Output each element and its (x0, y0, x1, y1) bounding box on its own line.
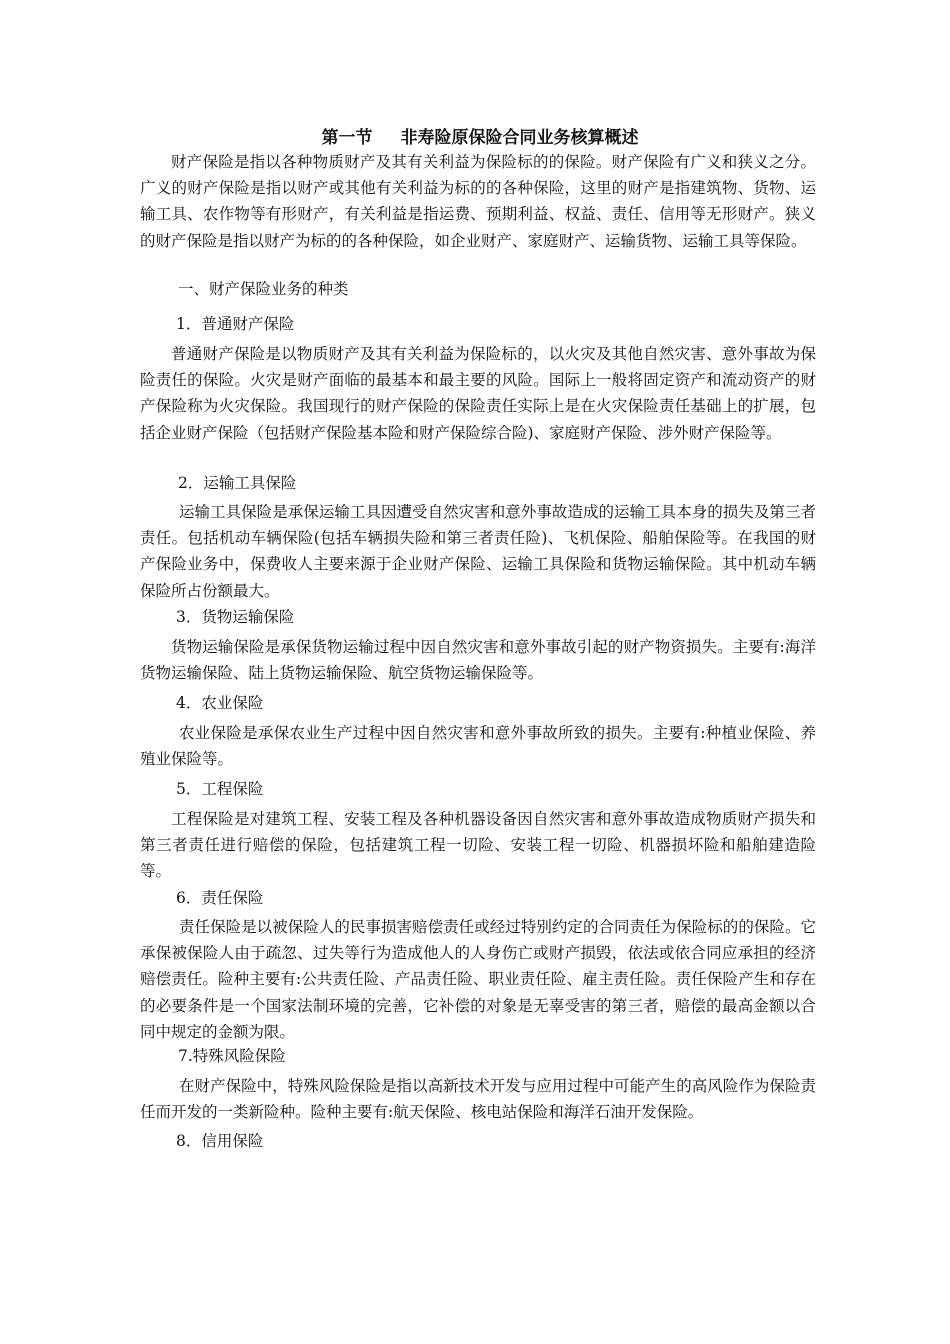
section-title-text: 非寿险原保险合同业务核算概述 (400, 128, 639, 148)
item-heading-7: 7.特殊风险保险 (178, 1047, 286, 1065)
section-title (140, 126, 820, 150)
intro-paragraph: 财产保险是指以各种物质财产及其有关利益为保险标的的保险。财产保险有广义和狭义之分。广义的财产保险是指以财产或其他有关利益为标的的各种保险，这里的财产是指建筑物、货物、运输工具、农作物等有形财产，有关利益是指运费、预期利益、权益、责任、信用等无形财产。狭义的财产保险是指以财产为标的的各种保险，如企业财产、家庭财产、运输货物、运输工具等保险。 (140, 153, 816, 250)
item-body-5: 工程保险是对建筑工程、安装工程及各种机器设备因自然灾害和意外事故造成物质财产损失和第三者责任进行赔偿的保险，包括建筑工程一切险、安装工程一切险、机器损坏险和船舶建造险等。 (140, 810, 816, 881)
item-body-3: 货物运输保险是承保货物运输过程中因自然灾害和意外事故引起的财产物资损失。主要有:海洋货物运输保险、陆上货物运输保险、航空货物运输保险等。 (140, 638, 816, 683)
item-heading-6: 6．责任保险 (176, 889, 264, 907)
item-body-2: 运输工具保险是承保运输工具因遭受自然灾害和意外事故造成的运输工具本身的损失及第三者责任。包括机动车辆保险(包括车辆损失险和第三者责任险)、飞机保险、船舶保险等。在我国的财产保险业务中，保费收人主要来源于企业财产保险、运输工具保险和货物运输保险。其中机动车辆保险所占份额最大。 (140, 503, 816, 600)
item-body-6: 责任保险是以被保险人的民事损害赔偿责任或经过特别约定的合同责任为保险标的的保险。它承保被保险人由于疏忽、过失等行为造成他人的人身伤亡或财产损毁，依法或依合同应承担的经济赔偿责任。险种主要有:公共责任险、产品责任险、职业责任险、雇主责任险。责任保险产生和存在的必要条件是一个国家法制环境的完善，它补偿的对象是无辜受害的第三者，赔偿的最高金额以合同中规定的金额为限。 (140, 918, 816, 1041)
item-heading-5: 5．工程保险 (176, 780, 264, 798)
item-heading-3: 3．货物运输保险 (176, 608, 295, 626)
item-heading-2: 2．运输工具保险 (178, 474, 297, 492)
item-heading-4: 4．农业保险 (176, 694, 264, 712)
item-body-1: 普通财产保险是以物质财产及其有关利益为保险标的，以火灾及其他自然灾害、意外事故为保险责任的保险。火灾是财产面临的最基本和最主要的风险。国际上一般将固定资产和流动资产的财产保险称为火灾保险。我国现行的财产保险的保险责任实际上是在火灾保险责任基础上的扩展，包括企业财产保险（包括财产保险基本险和财产保险综合险)、家庭财产保险、涉外财产保险等。 (140, 345, 816, 442)
subheading-insurance-types: 一、财产保险业务的种类 (178, 280, 349, 298)
section-number: 第一节 (321, 128, 373, 148)
item-body-7: 在财产保险中，特殊风险保险是指以高新技术开发与应用过程中可能产生的高风险作为保险责任而开发的一类新险种。险种主要有:航天保险、核电站保险和海洋石油开发保险。 (140, 1077, 816, 1122)
item-heading-1: 1．普通财产保险 (176, 315, 295, 333)
item-heading-8: 8．信用保险 (176, 1132, 264, 1150)
item-body-4: 农业保险是承保农业生产过程中因自然灾害和意外事故所致的损失。主要有:种植业保险、养殖业保险等。 (140, 724, 816, 769)
